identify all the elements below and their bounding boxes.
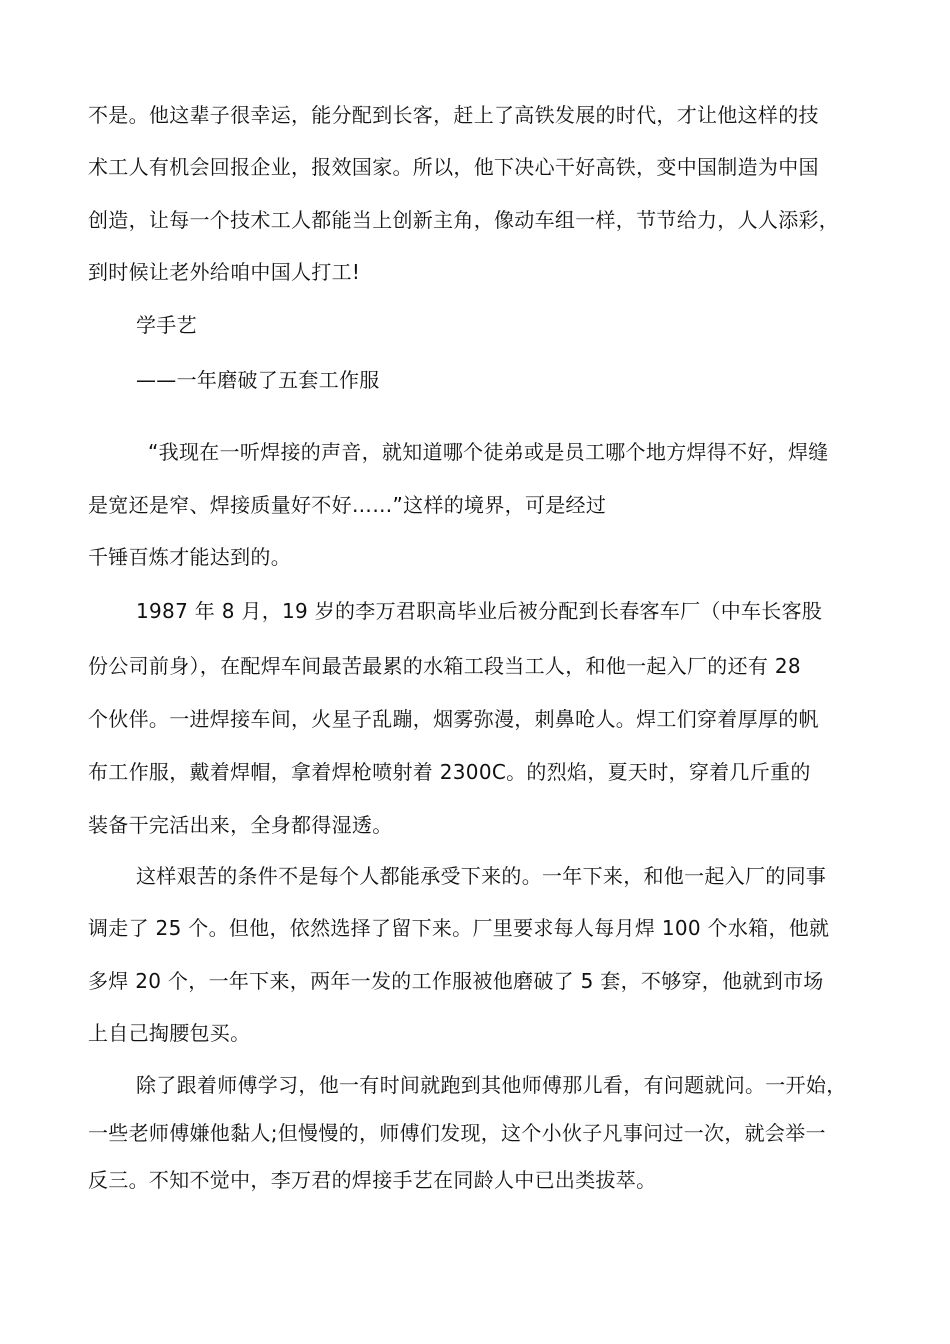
text-line: 术工人有机会回报企业，报效国家。所以，他下决心干好高铁，变中国制造为中国 — [88, 155, 819, 179]
text-line: 除了跟着师傅学习，他一有时间就跑到其他师傅那儿看，有问题就问。一开始， — [136, 1073, 847, 1097]
section-heading: 学手艺 — [136, 313, 197, 337]
text-line: 反三。不知不觉中，李万君的焊接手艺在同龄人中已出类拔萃。 — [88, 1168, 657, 1192]
text-line: 是宽还是窄、焊接质量好不好……”这样的境界，可是经过 — [88, 493, 607, 517]
text-line: “我现在一听焊接的声音，就知道哪个徒弟或是员工哪个地方焊得不好，焊缝 — [148, 440, 829, 464]
text-line: 调走了 25 个。但他，依然选择了留下来。厂里要求每人每月焊 100 个水箱，他就 — [88, 916, 830, 940]
text-line: 一些老师傅嫌他黏人;但慢慢的，师傅们发现，这个小伙子凡事问过一次，就会举一 — [88, 1121, 826, 1145]
section-subheading: ——一年磨破了五套工作服 — [136, 368, 380, 392]
text-line: 装备干完活出来，全身都得湿透。 — [88, 813, 393, 837]
text-line: 份公司前身），在配焊车间最苦最累的水箱工段当工人，和他一起入厂的还有 28 — [88, 654, 801, 678]
text-line: 多焊 20 个，一年下来，两年一发的工作服被他磨破了 5 套，不够穿，他就到市场 — [88, 969, 824, 993]
text-line: 这样艰苦的条件不是每个人都能承受下来的。一年下来，和他一起入厂的同事 — [136, 864, 827, 888]
text-line: 布工作服，戴着焊帽，拿着焊枪喷射着 2300C。的烈焰，夏天时，穿着几斤重的 — [88, 760, 811, 784]
text-line: 到时候让老外给咱中国人打工! — [88, 260, 361, 284]
text-line: 千锤百炼才能达到的。 — [88, 545, 291, 569]
text-line: 创造，让每一个技术工人都能当上创新主角，像动车组一样，节节给力，人人添彩， — [88, 208, 840, 232]
text-line: 个伙伴。一进焊接车间，火星子乱蹦，烟雾弥漫，刺鼻呛人。焊工们穿着厚厚的帆 — [88, 707, 819, 731]
text-line: 1987 年 8 月，19 岁的李万君职高毕业后被分配到长春客车厂（中车长客股 — [136, 599, 823, 623]
text-line: 上自己掏腰包买。 — [88, 1021, 251, 1045]
text-line: 不是。他这辈子很幸运，能分配到长客，赶上了高铁发展的时代，才让他这样的技 — [88, 103, 819, 127]
